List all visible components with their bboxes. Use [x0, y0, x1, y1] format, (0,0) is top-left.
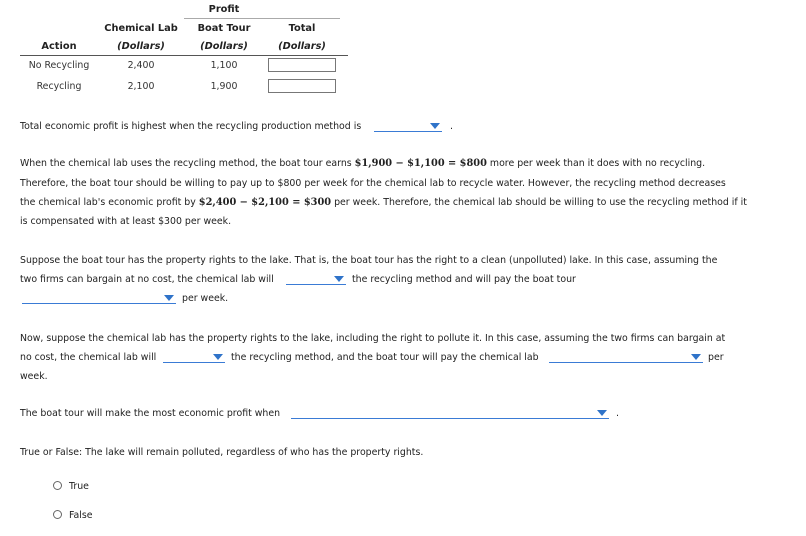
explain-line-2: Therefore, the boat tour should be willing to pay up to $800 per week for the chemical lab to recycle water. However, the recycling method decreases [20, 178, 726, 189]
cell-boat-no-recycling: 1,100 [210, 60, 238, 71]
profit-header-rule [184, 18, 340, 19]
header-rule [20, 55, 348, 56]
col-boat-unit: (Dollars) [200, 41, 248, 52]
cell-chemical-recycling: 2,100 [127, 81, 155, 92]
q4-text: The boat tour will make the most economic profit when [20, 408, 281, 419]
option-true-label: True [69, 481, 89, 492]
radio-true[interactable] [53, 481, 62, 490]
radio-false[interactable] [53, 510, 62, 519]
col-boat-header: Boat Tour [197, 23, 251, 34]
col-chemical-header: Chemical Lab [104, 23, 178, 34]
q3-line-1: Now, suppose the chemical lab has the property rights to the lake, including the right to pollute it. In this case, assuming the two firms can bargain at [20, 333, 726, 344]
q1-period: . [450, 121, 453, 132]
total-input-recycling[interactable] [268, 79, 336, 93]
q3-amount-dropdown[interactable] [549, 351, 703, 363]
q1-text: Total economic profit is highest when the recycling production method is [20, 121, 362, 132]
q2-line-3: per week. [182, 293, 229, 304]
chevron-down-icon [691, 354, 701, 360]
action-header: Action [41, 41, 77, 52]
q2-line-1: Suppose the boat tour has the property rights to the lake. That is, the boat tour has the right to a clean (unpolluted) lake. In this case, assuming the [20, 255, 718, 266]
q2-amount-dropdown[interactable] [22, 292, 176, 304]
row-label-recycling: Recycling [36, 81, 82, 92]
q3-line-2c: per [708, 352, 724, 363]
col-chemical-unit: (Dollars) [117, 41, 165, 52]
q3-line-3: week. [20, 371, 48, 382]
q3-action-dropdown[interactable] [163, 351, 225, 363]
chevron-down-icon [164, 295, 174, 301]
q4-period: . [616, 408, 619, 419]
chevron-down-icon [430, 123, 440, 129]
explain-line-3: the chemical lab's economic profit by $2,400 − $2,100 = $300 per week. Therefore, the chemical lab should be willing to use the recycling method if it [20, 197, 747, 208]
cell-boat-recycling: 1,900 [210, 81, 238, 92]
q1-dropdown[interactable] [374, 120, 442, 132]
option-false-label: False [69, 510, 93, 521]
explain-line-1: When the chemical lab uses the recycling method, the boat tour earns $1,900 − $1,100 = $800 more per week than it does with no recycling. [20, 158, 706, 169]
q3-line-2a: no cost, the chemical lab will [20, 352, 157, 363]
q3-line-2b: the recycling method, and the boat tour will pay the chemical lab [231, 352, 539, 363]
profit-header: Profit [208, 4, 240, 15]
total-input-no-recycling[interactable] [268, 58, 336, 72]
chevron-down-icon [213, 354, 223, 360]
row-label-no-recycling: No Recycling [28, 60, 90, 71]
col-total-header: Total [288, 23, 316, 34]
q2-line-2b: the recycling method and will pay the boat tour [352, 274, 576, 285]
q2-line-2a: two firms can bargain at no cost, the chemical lab will [20, 274, 274, 285]
chevron-down-icon [597, 410, 607, 416]
explain-line-4: is compensated with at least $300 per week. [20, 216, 232, 227]
q4-dropdown[interactable] [291, 407, 609, 419]
cell-chemical-no-recycling: 2,400 [127, 60, 155, 71]
chevron-down-icon [334, 276, 344, 282]
q2-action-dropdown[interactable] [286, 273, 346, 285]
col-total-unit: (Dollars) [278, 41, 326, 52]
q5-text: True or False: The lake will remain polluted, regardless of who has the property rights. [20, 447, 424, 458]
